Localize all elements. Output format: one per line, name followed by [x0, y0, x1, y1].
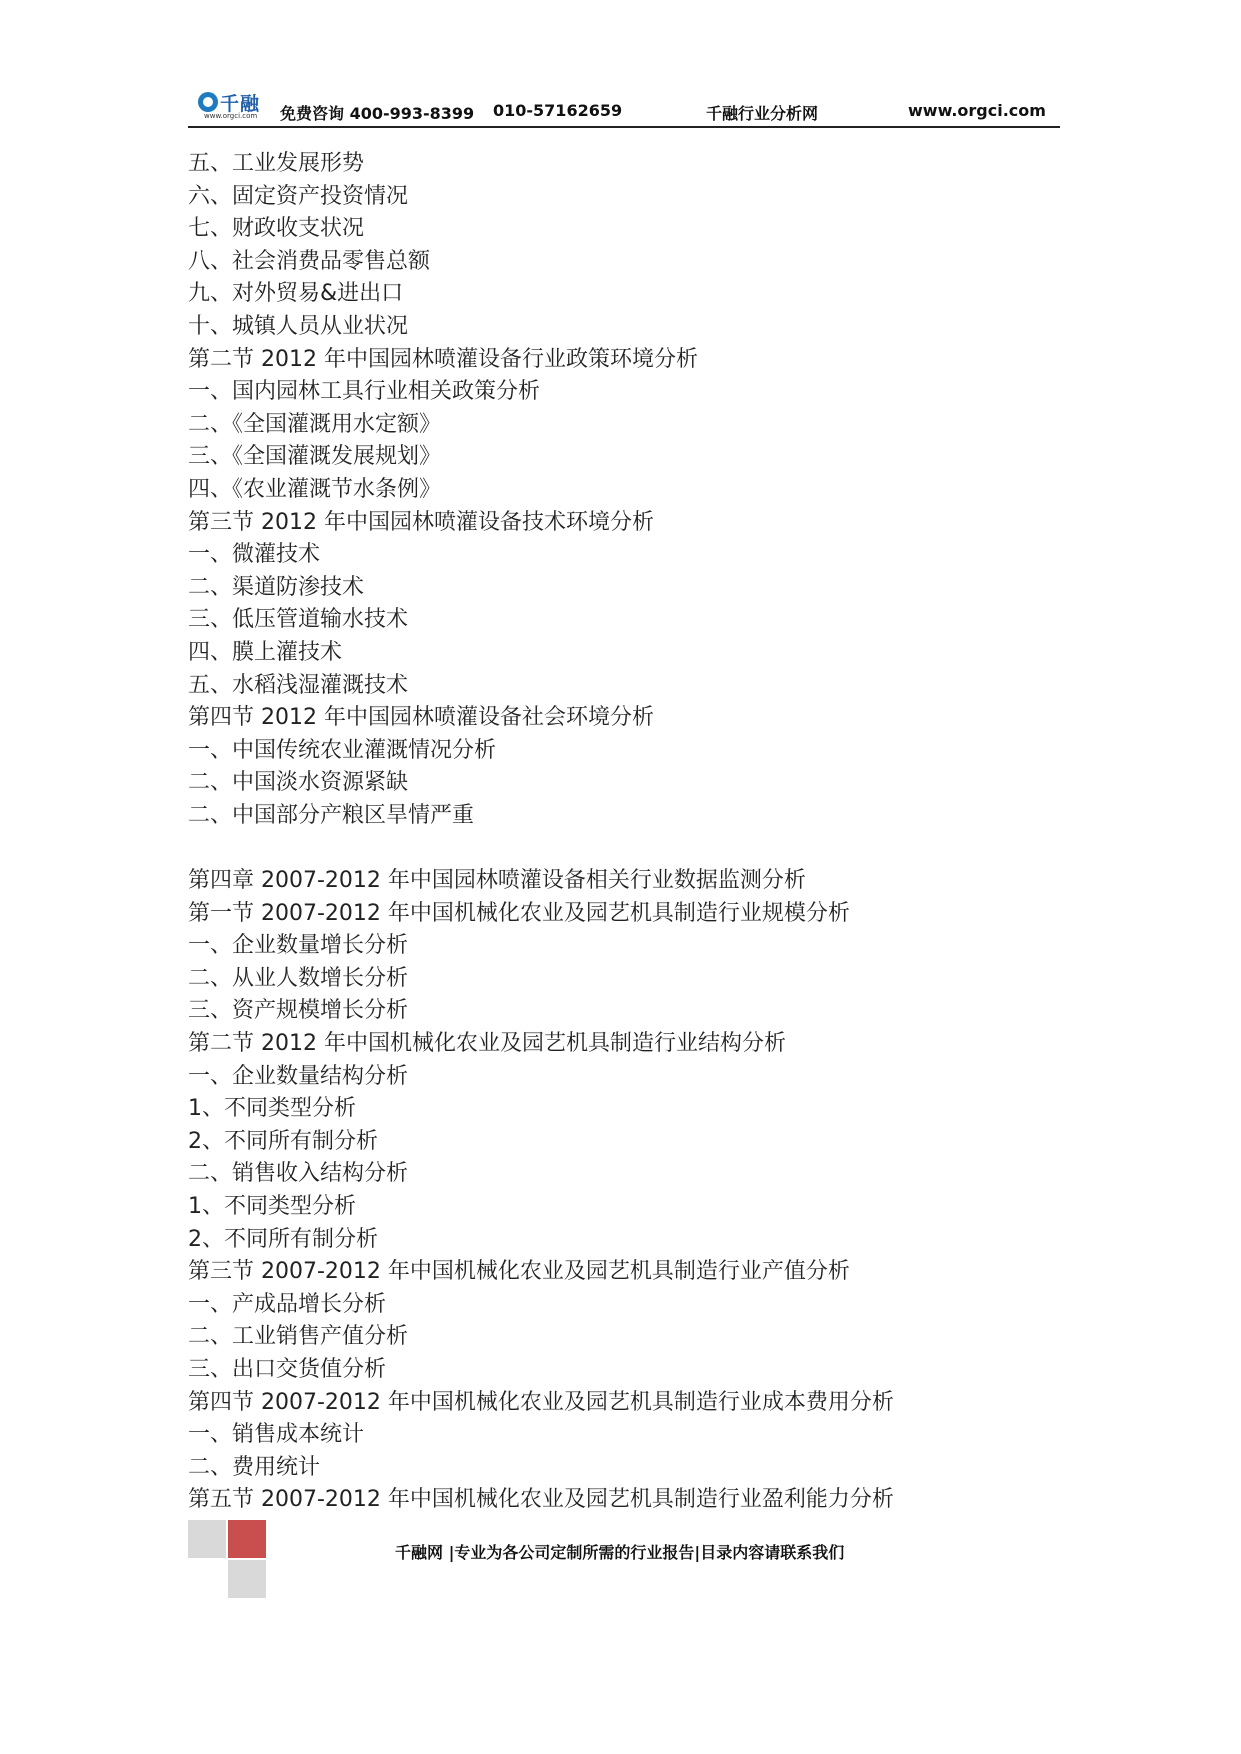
phone-number: 010-57162659 [493, 101, 623, 120]
table-of-contents [188, 148, 1088, 1517]
toc-entry: 1、不同类型分析 [188, 1096, 356, 1122]
toc-entry: 三、低压管道输水技术 [188, 607, 409, 633]
toc-entry: 十、城镇人员从业状况 [188, 313, 409, 339]
page-header [188, 84, 1060, 128]
website-link[interactable]: www.orgci.com [908, 101, 1046, 120]
toc-entry: 三、资产规模增长分析 [188, 998, 409, 1024]
toc-entry: 第三节 2007-2012 年中国机械化农业及园艺机具制造行业产值分析 [188, 1259, 850, 1285]
decor-red-square [228, 1520, 266, 1558]
toc-entry: 二、销售收入结构分析 [188, 1161, 409, 1187]
toc-entry: 第一节 2007-2012 年中国机械化农业及园艺机具制造行业规模分析 [188, 900, 850, 926]
toc-entry: 二、工业销售产值分析 [188, 1324, 409, 1350]
toc-entry: 八、社会消费品零售总额 [188, 248, 431, 274]
orgci-logo [198, 90, 280, 120]
toc-entry: 第二节 2012 年中国机械化农业及园艺机具制造行业结构分析 [188, 1031, 786, 1057]
consult-hotline: 免费咨询 400-993-8399 [280, 104, 475, 123]
toc-entry: 五、水稻浅湿灌溉技术 [188, 672, 409, 698]
toc-entry: 四、《农业灌溉节水条例》 [188, 476, 442, 502]
toc-entry: 二、中国淡水资源紧缺 [188, 770, 409, 796]
logo-mark-icon [198, 92, 218, 112]
decor-gray-square-lower [228, 1560, 266, 1598]
toc-entry: 二、中国部分产粮区旱情严重 [188, 802, 475, 828]
toc-entry: 一、中国传统农业灌溉情况分析 [188, 737, 497, 763]
toc-entry: 第四章 2007-2012 年中国园林喷灌设备相关行业数据监测分析 [188, 868, 806, 894]
toc-entry: 一、微灌技术 [188, 542, 321, 568]
toc-entry: 二、《全国灌溉用水定额》 [188, 411, 442, 437]
toc-entry: 2、不同所有制分析 [188, 1128, 378, 1154]
footer-slogan: 千融网 |专业为各公司定制所需的行业报告|目录内容请联系我们 [395, 1543, 845, 1562]
toc-entry: 三、出口交货值分析 [188, 1356, 387, 1382]
toc-entry: 第四节 2012 年中国园林喷灌设备社会环境分析 [188, 705, 654, 731]
toc-entry: 五、工业发展形势 [188, 151, 365, 176]
toc-entry: 二、费用统计 [188, 1454, 321, 1480]
toc-entry: 二、渠道防渗技术 [188, 574, 365, 600]
toc-entry: 六、固定资产投资情况 [188, 183, 409, 209]
toc-entry: 一、企业数量结构分析 [188, 1063, 409, 1089]
toc-entry: 三、《全国灌溉发展规划》 [188, 444, 442, 470]
toc-entry: 第三节 2012 年中国园林喷灌设备技术环境分析 [188, 509, 654, 535]
toc-entry: 第四节 2007-2012 年中国机械化农业及园艺机具制造行业成本费用分析 [188, 1389, 894, 1415]
toc-entry: 第二节 2012 年中国园林喷灌设备行业政策环境分析 [188, 346, 698, 372]
toc-entry: 九、对外贸易&进出口 [188, 281, 404, 307]
toc-entry: 一、销售成本统计 [188, 1422, 365, 1448]
toc-entry: 1、不同类型分析 [188, 1194, 356, 1219]
logo-url: www.orgci.com [204, 112, 258, 120]
toc-entry: 一、产成品增长分析 [188, 1291, 387, 1317]
toc-entry: 二、从业人数增长分析 [188, 965, 409, 991]
toc-entry: 七、财政收支状况 [188, 216, 365, 242]
decor-gray-square [188, 1520, 226, 1558]
toc-entry: 2、不同所有制分析 [188, 1226, 378, 1252]
toc-entry: 第五节 2007-2012 年中国机械化农业及园艺机具制造行业盈利能力分析 [188, 1487, 894, 1513]
toc-entry: 一、企业数量增长分析 [188, 933, 409, 959]
toc-entry: 一、国内园林工具行业相关政策分析 [188, 379, 541, 405]
toc-entry: 四、膜上灌技术 [188, 639, 343, 665]
logo-text: 千融 [220, 93, 261, 115]
site-name: 千融行业分析网 [706, 104, 819, 123]
toc-spacer [188, 832, 1088, 865]
